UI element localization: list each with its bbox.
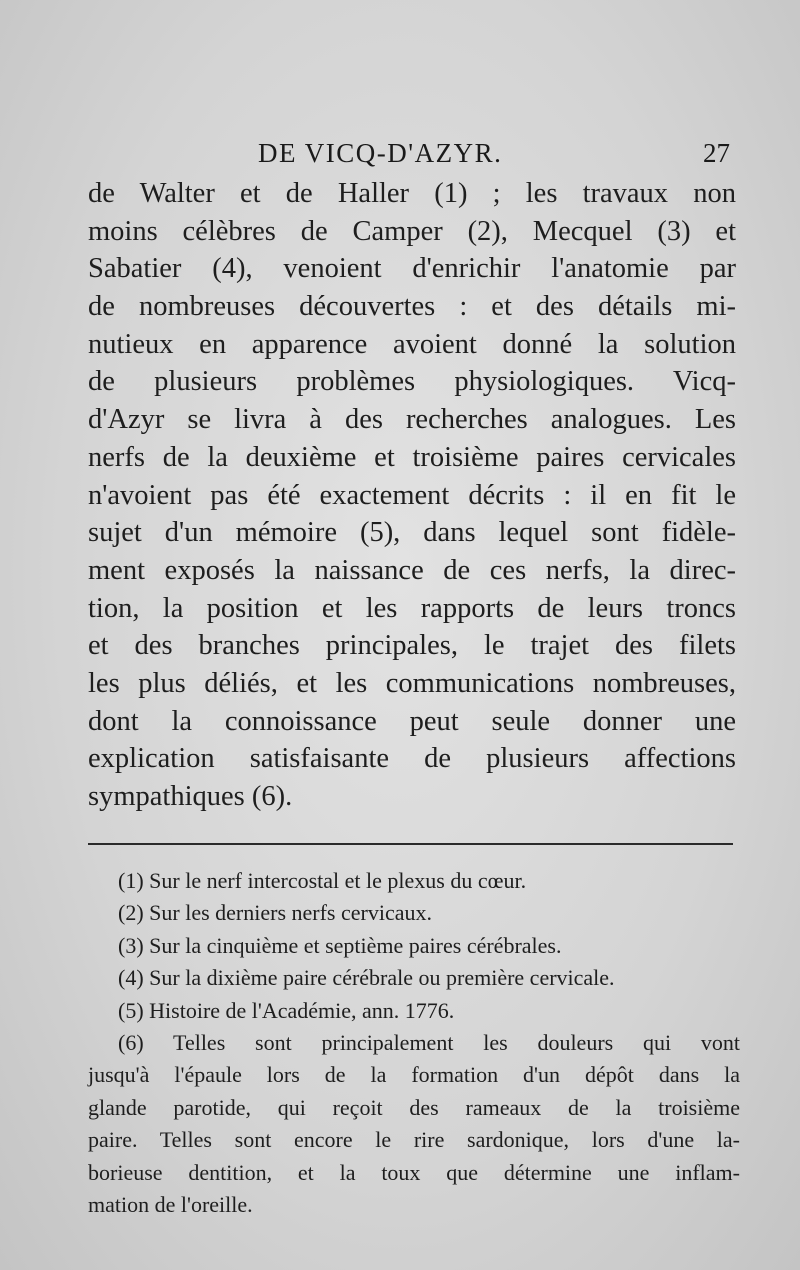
body-paragraph	[88, 175, 736, 816]
body-line: les plus déliés, et les communications nombreuses,	[88, 667, 736, 699]
running-title: DE VICQ-D'AZYR.	[258, 138, 503, 168]
body-line: nutieux en apparence avoient donné la solution	[88, 328, 736, 360]
body-line: d'Azyr se livra à des recherches analogues. Les	[88, 404, 736, 436]
footnote-5: (5) Histoire de l'Académie, ann. 1776.	[118, 997, 455, 1023]
body-line: de Walter et de Haller (1) ; les travaux non	[88, 178, 736, 209]
footnote-6-continued: paire. Telles sont encore le rire sardonique, lors d'une la-	[88, 1127, 740, 1153]
footnote-6-continued: borieuse dentition, et la toux que détermine une inflam-	[88, 1159, 740, 1185]
footnote-divider	[88, 843, 733, 845]
body-line: explication satisfaisante de plusieurs affections	[88, 743, 736, 775]
body-line: ment exposés la naissance de ces nerfs, la direc-	[88, 554, 736, 586]
body-line: sympathiques (6).	[88, 781, 293, 812]
page-header	[88, 138, 736, 178]
body-line: dont la connoissance peut seule donner une	[88, 705, 736, 737]
footnote-6: (6) Telles sont principalement les douleurs qui vont	[118, 1029, 740, 1055]
body-line: de plusieurs problèmes physiologiques. Vicq-	[88, 366, 736, 398]
footnotes	[88, 865, 740, 1221]
footnote-4: (4) Sur la dixième paire cérébrale ou première cervicale.	[118, 965, 615, 991]
body-line: moins célèbres de Camper (2), Mecquel (3) et	[88, 215, 736, 247]
body-line: tion, la position et les rapports de leurs troncs	[88, 592, 736, 624]
footnote-3: (3) Sur la cinquième et septième paires cérébrales.	[118, 932, 562, 958]
page-number: 27	[703, 138, 730, 168]
body-line: nerfs de la deuxième et troisième paires cervicales	[88, 441, 736, 473]
footnote-1: (1) Sur le nerf intercostal et le plexus du cœur.	[118, 868, 527, 893]
body-line: et des branches principales, le trajet des filets	[88, 630, 736, 662]
body-line: n'avoient pas été exactement décrits : il en fit le	[88, 479, 736, 511]
footnote-6-continued: glande parotide, qui reçoit des rameaux de la troisième	[88, 1094, 740, 1120]
body-line: de nombreuses découvertes : et des détails mi-	[88, 291, 736, 323]
footnote-6-continued: jusqu'à l'épaule lors de la formation d'un dépôt dans la	[88, 1062, 740, 1088]
body-line: Sabatier (4), venoient d'enrichir l'anatomie par	[88, 253, 736, 285]
body-line: sujet d'un mémoire (5), dans lequel sont fidèle-	[88, 517, 736, 549]
footnote-6-continued: mation de l'oreille.	[88, 1191, 253, 1217]
footnote-2: (2) Sur les derniers nerfs cervicaux.	[118, 900, 432, 926]
